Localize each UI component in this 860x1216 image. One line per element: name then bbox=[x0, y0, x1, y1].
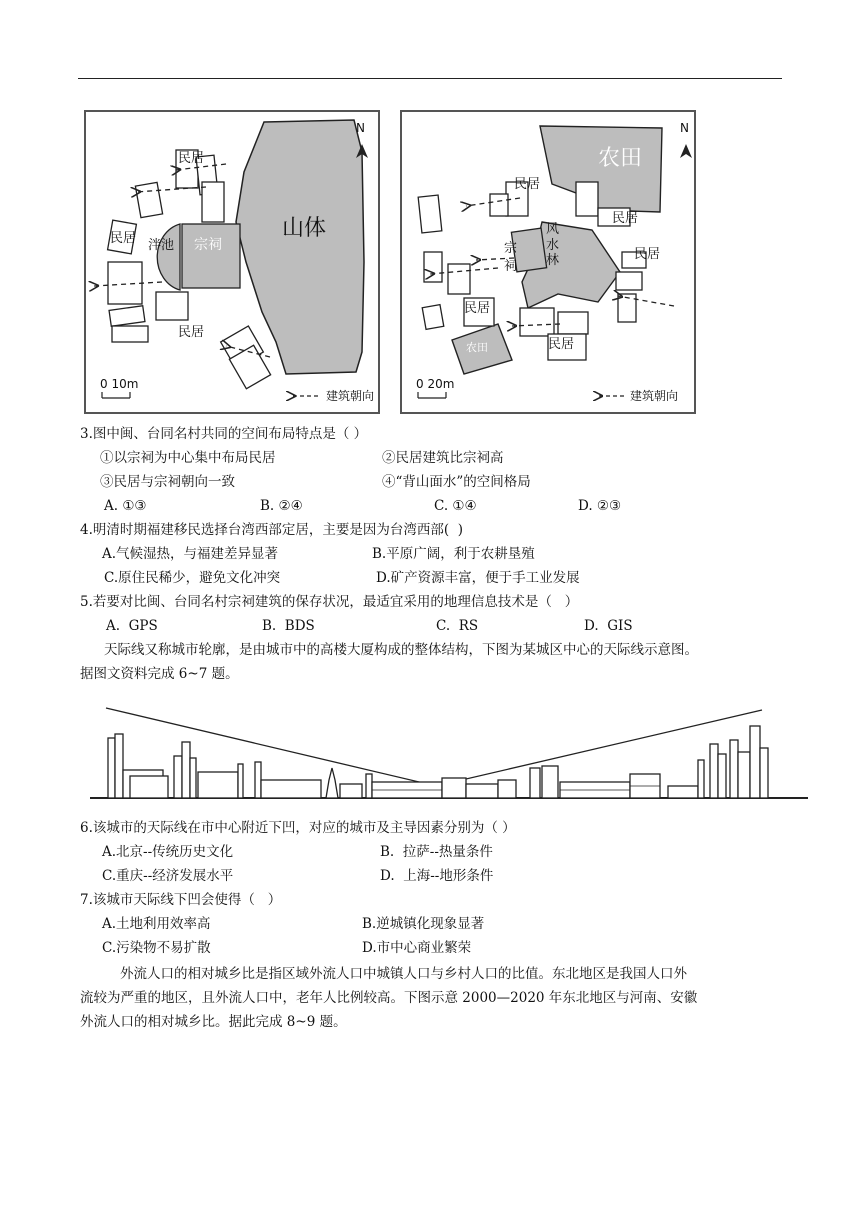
question-4-choice: D.矿产资源丰富，便于手工业发展 bbox=[376, 570, 580, 586]
north-label: N bbox=[356, 121, 365, 135]
house-label: 民居 bbox=[464, 301, 491, 316]
legend-label: 建筑朝向 bbox=[630, 389, 679, 403]
hall-right-label: 宗 祠 bbox=[504, 241, 518, 275]
question-6-stem: 6.该城市的天际线在市中心附近下凹，对应的城市及主导因素分别为（ ） bbox=[80, 820, 516, 836]
question-6-choice: D. 上海--地形条件 bbox=[380, 868, 494, 884]
question-7-stem: 7.该城市天际线下凹会使得（ ） bbox=[80, 892, 282, 908]
question-7-choice: C.污染物不易扩散 bbox=[102, 940, 211, 956]
hall-label: 宗祠 bbox=[194, 237, 222, 253]
question-5-choice: C. RS bbox=[436, 618, 479, 634]
map-left-drawing bbox=[86, 112, 378, 412]
question-7-choice: B.逆城镇化现象显著 bbox=[362, 916, 485, 932]
hall-shape bbox=[182, 224, 240, 288]
question-3-choice: D. ②③ bbox=[578, 498, 622, 514]
house-label: 民居 bbox=[612, 211, 639, 226]
question-4-choice: C.原住民稀少，避免文化冲突 bbox=[104, 570, 281, 586]
skyline-intro-line: 据图文资料完成 6~7 题。 bbox=[80, 666, 239, 682]
question-6-choice: A.北京--传统历史文化 bbox=[102, 844, 234, 860]
farmland-label: 农田 bbox=[598, 146, 643, 171]
skyline-diagram bbox=[90, 700, 810, 804]
pond-label: 泮池 bbox=[148, 238, 175, 253]
question-3-stem: 3.图中闽、台同名村共同的空间布局特点是（ ） bbox=[80, 426, 368, 442]
population-intro-line: 外流人口的相对城乡比是指区域外流人口中城镇人口与乡村人口的比值。东北地区是我国人口外 bbox=[120, 966, 687, 982]
question-7-choice: D.市中心商业繁荣 bbox=[362, 940, 472, 956]
scale-label: 0 10m bbox=[100, 377, 139, 391]
house-label: 民居 bbox=[178, 325, 205, 340]
question-4-choice: A.气候湿热，与福建差异显著 bbox=[102, 546, 279, 562]
question-3-option: ④“背山面水”的空间格局 bbox=[382, 474, 531, 490]
north-label: N bbox=[680, 121, 689, 135]
forest-label: 风 水 林 bbox=[546, 222, 560, 269]
question-5-choice: D. GIS bbox=[584, 618, 633, 634]
population-intro-line: 流较为严重的地区，且外流人口中，老年人比例较高。下图示意 2000—2020 年东北地区与河南、安徽 bbox=[80, 990, 698, 1006]
house-label: 民居 bbox=[548, 337, 575, 352]
farmland-small-label: 农田 bbox=[466, 341, 488, 354]
question-6-choice: C.重庆--经济发展水平 bbox=[102, 868, 234, 884]
north-arrow-right-icon bbox=[680, 144, 692, 158]
question-4-stem: 4.明清时期福建移民选择台湾西部定居，主要是因为台湾西部( ) bbox=[80, 522, 463, 538]
question-4-choice: B.平原广阔，利于农耕垦殖 bbox=[372, 546, 535, 562]
question-7-choice: A.土地利用效率高 bbox=[102, 916, 211, 932]
population-intro-line: 外流人口的相对城乡比。据此完成 8~9 题。 bbox=[80, 1014, 347, 1030]
house-label: 民居 bbox=[634, 247, 661, 262]
pond-shape bbox=[157, 224, 180, 290]
scale-label: 0 20m bbox=[416, 377, 455, 391]
house-label: 民居 bbox=[178, 151, 205, 166]
question-3-option: ③民居与宗祠朝向一致 bbox=[100, 474, 235, 490]
mountain-shape bbox=[236, 120, 364, 374]
question-6-choice: B. 拉萨--热量条件 bbox=[380, 844, 493, 860]
question-5-stem: 5.若要对比闽、台同名村宗祠建筑的保存状况，最适宜采用的地理信息技术是（ ） bbox=[80, 594, 579, 610]
question-3-choice: C. ①④ bbox=[434, 498, 477, 514]
header-rule bbox=[78, 78, 782, 79]
skyline-intro-line: 天际线又称城市轮廓，是由城市中的高楼大厦构成的整体结构，下图为某城区中心的天际线示意图。 bbox=[104, 642, 698, 658]
mountain-label: 山体 bbox=[282, 216, 327, 241]
map-right bbox=[400, 110, 696, 414]
question-5-choice: A. GPS bbox=[106, 618, 158, 634]
legend-label: 建筑朝向 bbox=[326, 389, 375, 403]
house-label: 民居 bbox=[514, 177, 541, 192]
house-label: 民居 bbox=[110, 231, 137, 246]
question-3-choice: B. ②④ bbox=[260, 498, 303, 514]
question-3-option: ①以宗祠为中心集中布局民居 bbox=[100, 450, 276, 466]
question-3-choice: A. ①③ bbox=[104, 498, 147, 514]
map-left bbox=[84, 110, 380, 414]
question-5-choice: B. BDS bbox=[262, 618, 315, 634]
question-3-option: ②民居建筑比宗祠高 bbox=[382, 450, 504, 466]
